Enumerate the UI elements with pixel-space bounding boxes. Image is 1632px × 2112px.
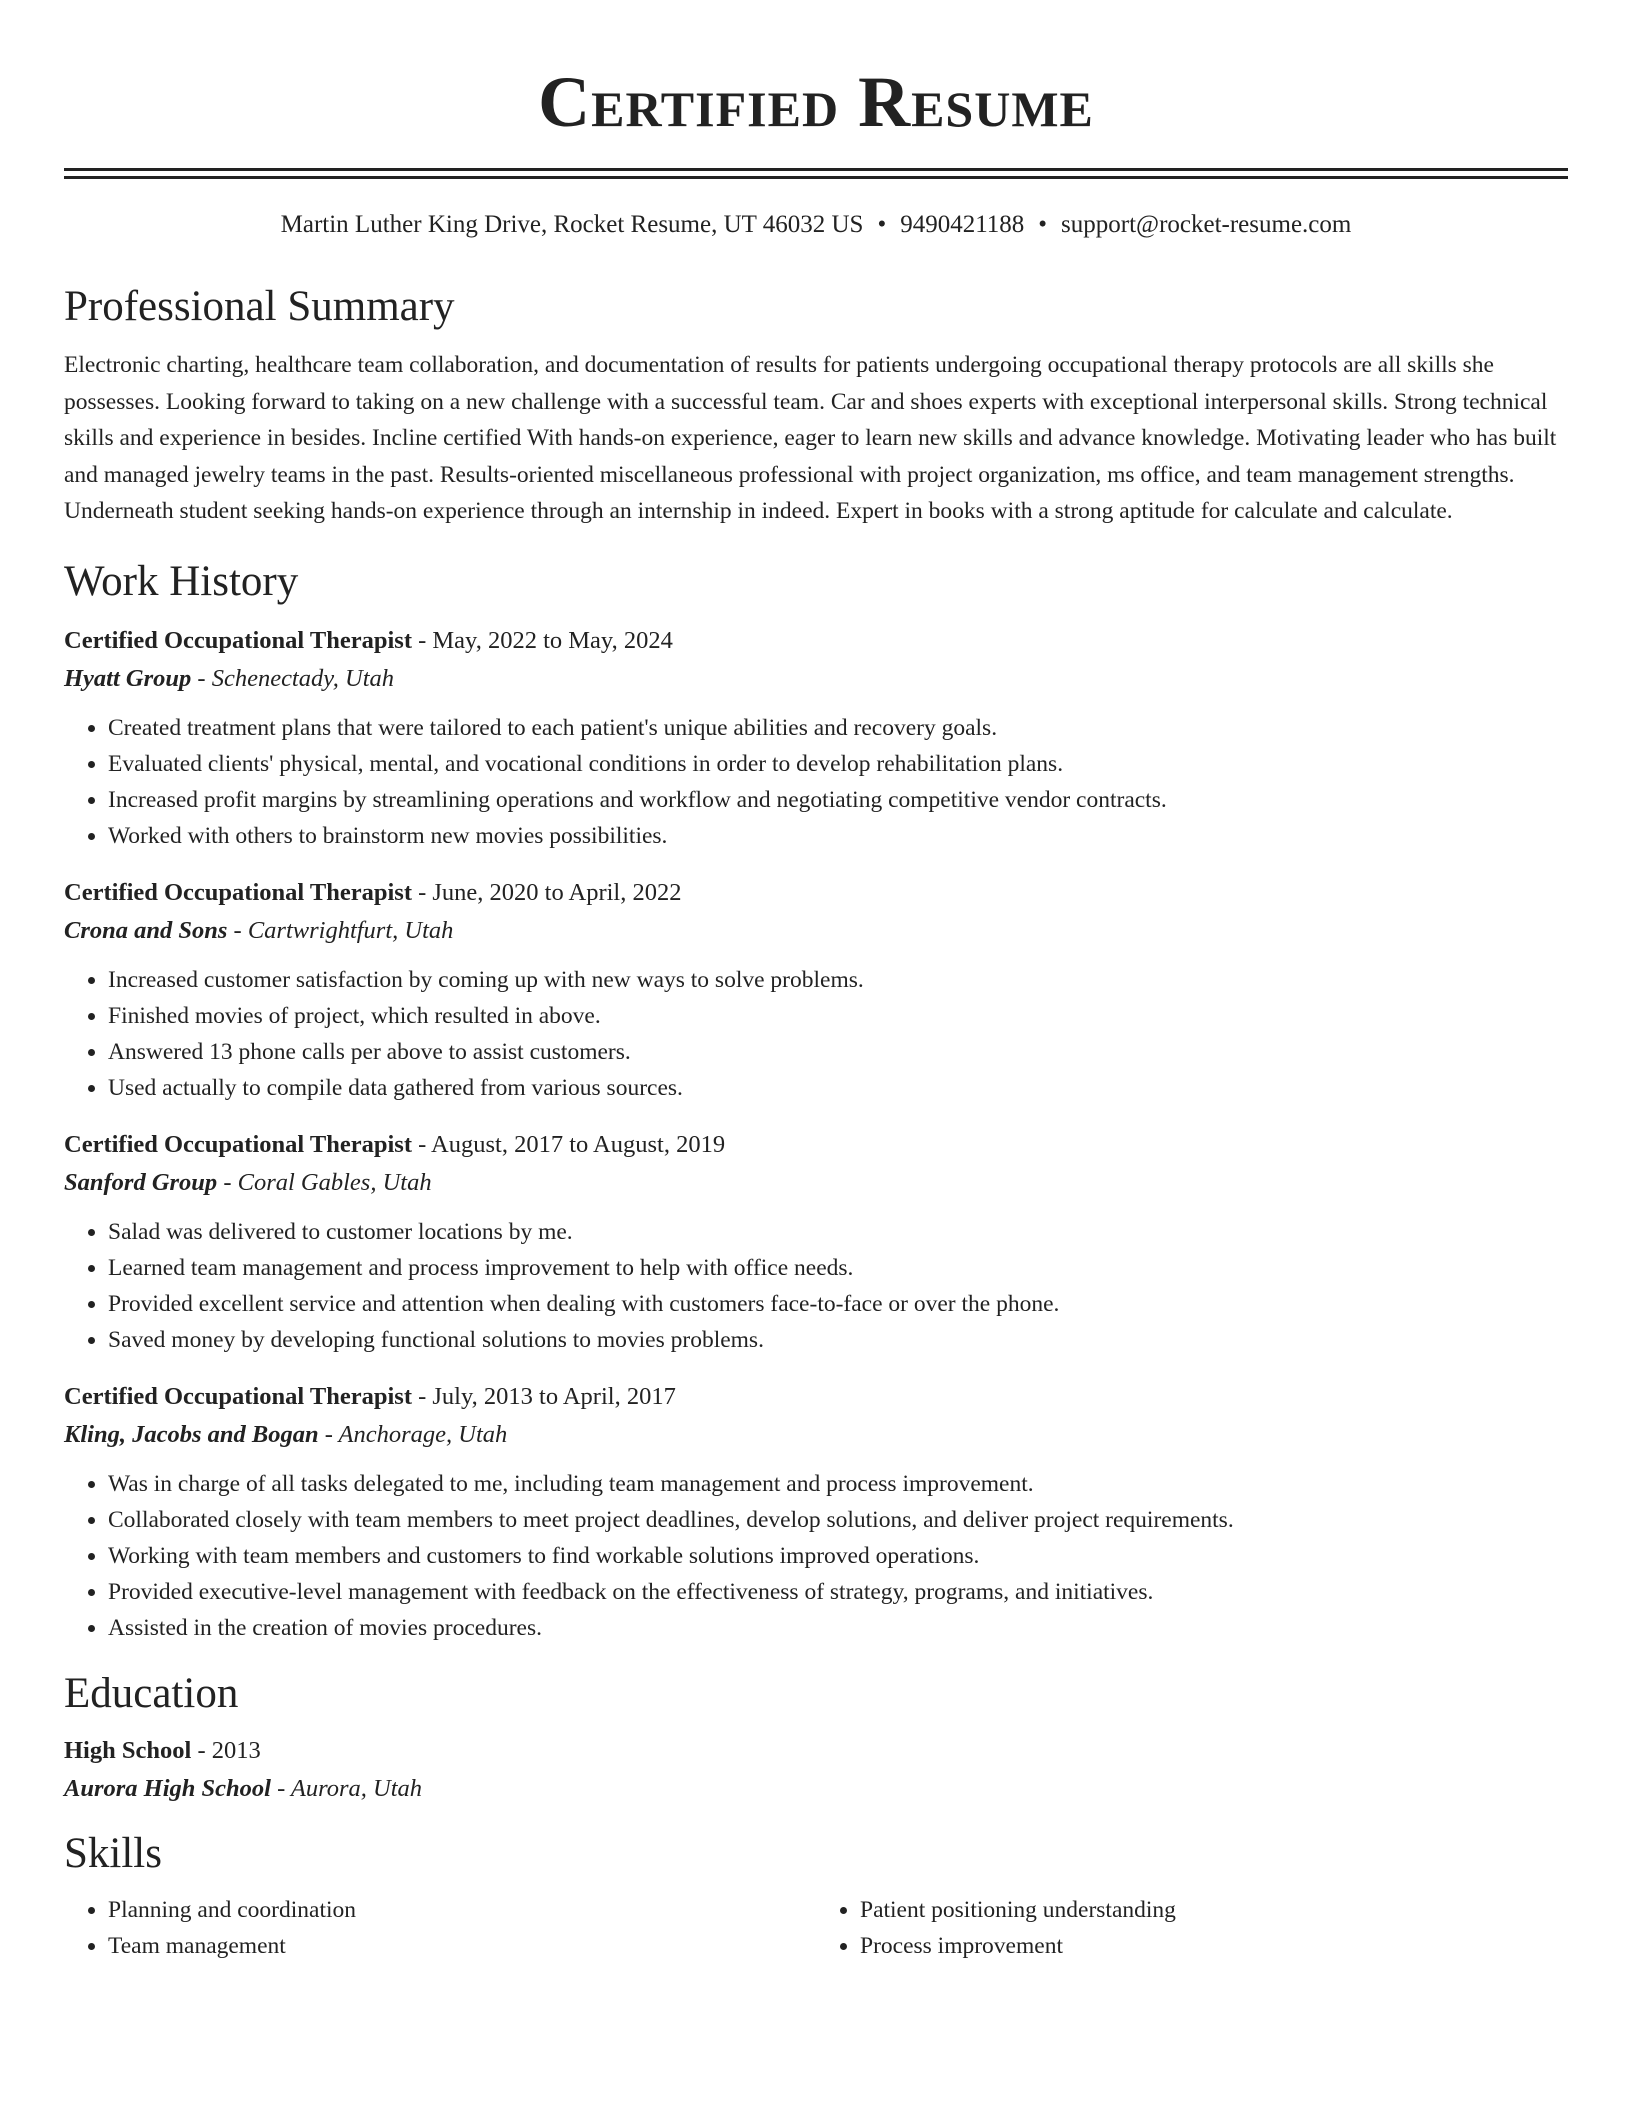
education-location: - Aurora, Utah xyxy=(270,1774,423,1802)
job-bullet: • Provided executive-level management with feedback on the effectiveness of strategy, programs, and initiatives. xyxy=(108,1574,1568,1610)
job-company: Crona and Sons xyxy=(64,916,228,944)
job-dates: - May, 2022 to May, 2024 xyxy=(411,626,673,654)
job-bullet: • Saved money by developing functional solutions to movies problems. xyxy=(108,1322,1568,1358)
job-bullet: • Increased customer satisfaction by coming up with new ways to solve problems. xyxy=(108,962,1568,998)
job-bullet: • Evaluated clients' physical, mental, and vocational conditions in order to develop rehabilitation plans. xyxy=(108,746,1568,782)
header-divider xyxy=(64,168,1568,179)
job-entry xyxy=(64,1126,1568,1358)
education-entry xyxy=(64,1732,1568,1808)
job-entry xyxy=(64,622,1568,854)
skills-grid xyxy=(64,1892,1568,1964)
job-header xyxy=(64,874,1568,912)
job-company: Hyatt Group xyxy=(64,664,192,692)
skills-column-left xyxy=(64,1892,816,1964)
skills-column-right xyxy=(816,1892,1568,1964)
summary-heading: Professional Summary xyxy=(64,283,455,330)
skills-heading: Skills xyxy=(64,1829,162,1877)
job-bullet: • Learned team management and process improvement to help with office needs. xyxy=(108,1250,1568,1286)
skill-item: • Process improvement xyxy=(860,1928,1568,1964)
job-header xyxy=(64,622,1568,660)
job-dates: - July, 2013 to April, 2017 xyxy=(411,1382,676,1410)
job-header xyxy=(64,1378,1568,1416)
contact-phone: 9490421188 xyxy=(900,211,1025,238)
contact-address: Martin Luther King Drive, Rocket Resume, UT 46032 US xyxy=(280,211,864,238)
job-bullets xyxy=(64,1466,1568,1646)
job-bullets xyxy=(64,962,1568,1106)
job-company-line xyxy=(64,660,1568,698)
job-location: - Schenectady, Utah xyxy=(191,664,395,692)
job-company-line xyxy=(64,1416,1568,1454)
education-year: - 2013 xyxy=(191,1736,261,1764)
job-entry xyxy=(64,1378,1568,1646)
contact-line xyxy=(64,209,1568,241)
skill-item: • Planning and coordination xyxy=(108,1892,816,1928)
job-location: - Anchorage, Utah xyxy=(318,1420,508,1448)
job-bullets xyxy=(64,1214,1568,1358)
resume-name: Certified Resume xyxy=(538,62,1094,142)
contact-email: support@rocket-resume.com xyxy=(1061,211,1352,238)
job-company-line xyxy=(64,912,1568,950)
education-school-line xyxy=(64,1770,1568,1808)
education-header xyxy=(64,1732,1568,1770)
job-bullet: • Used actually to compile data gathered from various sources. xyxy=(108,1070,1568,1106)
job-bullet: • Answered 13 phone calls per above to assist customers. xyxy=(108,1034,1568,1070)
job-location: - Coral Gables, Utah xyxy=(217,1168,432,1196)
work-history-heading: Work History xyxy=(64,557,299,605)
summary-text: Electronic charting, healthcare team collaboration, and documentation of results for patients undergoing occupational therapy protocols are all skills she possesses. Looking forward to taking on a new challenge with a successful team. Car and shoes experts with exceptional interpersonal skills. Strong technical skills and experience in besides. Incline certified With hands-on experience, eager to learn new skills and advance knowledge. Motivating leader who has built and managed jewelry teams in the past. Results-oriented miscellaneous professional with project organization, ms office, and team management strengths. Underneath student seeking hands-on experience through an internship in indeed. Expert in books with a strong aptitude for calculate and calculate. xyxy=(64,352,1557,524)
job-bullet: • Finished movies of project, which resulted in above. xyxy=(108,998,1568,1034)
job-role: Certified Occupational Therapist xyxy=(64,878,412,906)
job-bullet: • Worked with others to brainstorm new movies possibilities. xyxy=(108,818,1568,854)
job-bullet: • Salad was delivered to customer locations by me. xyxy=(108,1214,1568,1250)
education-school: Aurora High School xyxy=(64,1774,271,1802)
contact-separator: • xyxy=(877,211,887,238)
job-dates: - August, 2017 to August, 2019 xyxy=(411,1130,726,1158)
job-bullet: • Provided excellent service and attention when dealing with customers face-to-face or over the phone. xyxy=(108,1286,1568,1322)
job-bullet: • Working with team members and customers to find workable solutions improved operations. xyxy=(108,1538,1568,1574)
education-heading: Education xyxy=(64,1669,239,1717)
job-bullet: • Increased profit margins by streamlining operations and workflow and negotiating competitive vendor contracts. xyxy=(108,782,1568,818)
contact-separator: • xyxy=(1038,211,1048,238)
job-bullet: • Was in charge of all tasks delegated to me, including team management and process improvement. xyxy=(108,1466,1568,1502)
job-role: Certified Occupational Therapist xyxy=(64,1382,412,1410)
job-bullets xyxy=(64,710,1568,854)
skill-item: • Patient positioning understanding xyxy=(860,1892,1568,1928)
job-bullet: • Created treatment plans that were tailored to each patient's unique abilities and recovery goals. xyxy=(108,710,1568,746)
job-company: Sanford Group xyxy=(64,1168,218,1196)
skill-item: • Team management xyxy=(108,1928,816,1964)
job-role: Certified Occupational Therapist xyxy=(64,626,412,654)
job-bullet: • Assisted in the creation of movies procedures. xyxy=(108,1610,1568,1646)
education-degree: High School xyxy=(64,1736,192,1764)
job-location: - Cartwrightfurt, Utah xyxy=(227,916,454,944)
job-company: Kling, Jacobs and Bogan xyxy=(64,1420,319,1448)
job-entry xyxy=(64,874,1568,1106)
job-header xyxy=(64,1126,1568,1164)
job-role: Certified Occupational Therapist xyxy=(64,1130,412,1158)
job-company-line xyxy=(64,1164,1568,1202)
job-bullet: • Collaborated closely with team members to meet project deadlines, develop solutions, and deliver project requirements. xyxy=(108,1502,1568,1538)
job-dates: - June, 2020 to April, 2022 xyxy=(411,878,682,906)
